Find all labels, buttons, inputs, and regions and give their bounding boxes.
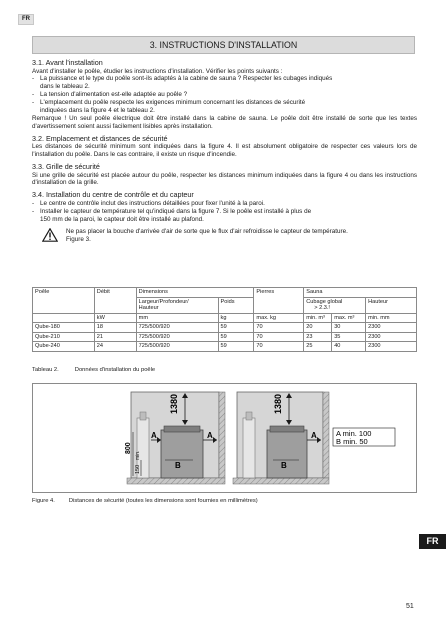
dim-label-1380-left: 1380: [169, 393, 179, 414]
dim-label-1380-right: 1380: [273, 393, 283, 414]
safety-rail-text: Si une grille de sécurité est placée autour du poêle, respecter les distances minimum indiquées dans la figure 4 ou dans les instructions d'installation de la grille.: [32, 171, 417, 187]
header-volume: Cubage global > 2.3.!: [304, 297, 366, 313]
header-sauna: Sauna: [304, 288, 417, 298]
heater-shape: [161, 426, 203, 478]
header-dimensions: Dimensions: [136, 288, 254, 298]
table-row: Qube-240 24 725/500/920 59 70 25 40 2300: [33, 342, 417, 352]
bullet-sensor: - Installer le capteur de température tel qu'indiqué dans la figure 7. Si le poêle est installé à plus de: [32, 207, 312, 215]
label-b-left: B: [175, 461, 181, 470]
remark-text: Remarque ! Un seul poêle électrique doit être installé dans la cabine de sauna. Le poêle doit être installé de sorte que les textes d'avertissement soient aussi facilement lisibles après installation.: [32, 114, 417, 130]
legend-b: B min. 50: [336, 437, 368, 446]
page-number: 51: [406, 603, 414, 610]
heading-3-2: 3.2. Emplacement et distances de sécurité: [32, 133, 168, 143]
heading-3-1: 3.1. Avant l'installation: [32, 58, 103, 67]
header-stones: Pierres: [254, 288, 304, 314]
table-row: Qube-210 21 725/500/920 59 70 23 35 2300: [33, 332, 417, 342]
warning-text: Ne pas placer la bouche d'arrivée d'air de sorte que le flux d'air refroidisse le capteur de température.: [66, 227, 348, 235]
bullet-location: - L'emplacement du poêle respecte les exigences minimum concernant les distances de sécurité: [32, 99, 306, 107]
heading-3-4: 3.4. Installation du centre de contrôle et du capteur: [32, 190, 194, 200]
table-header-row: [33, 288, 417, 298]
bullet-power-cont: dans le tableau 2.: [40, 83, 90, 91]
table-row: Qube-180 18 725/500/920 59 70 20 30 2300: [33, 323, 417, 333]
label-b-right: B: [281, 461, 287, 470]
bullet-location-cont: indiquées dans la figure 4 et le tableau 2.: [40, 107, 155, 115]
figure-caption-text: Distances de sécurité (toutes les dimensions sont fournies en millimètres): [68, 498, 258, 504]
bullet-sensor-cont: 150 mm de la paroi, le capteur doit être installé au plafond.: [40, 215, 204, 223]
section-3-4: [32, 191, 417, 223]
section-3-1: [32, 59, 417, 131]
header-weight: Poids: [218, 297, 254, 313]
safety-distance-diagram: [32, 383, 417, 493]
instructions-body: [32, 59, 417, 243]
bullet-power: - La puissance et le type du poêle sont-ils adaptés à la cabine de sauna ? Respecter les cubages indiqués: [32, 75, 333, 83]
section-3-3: [32, 163, 417, 187]
intro-text: Avant d'installer le poêle, étudier les instructions d'installation. Vérifier les points suivants :: [32, 67, 283, 75]
heater-shape: [267, 426, 307, 478]
warning-note: [32, 228, 417, 244]
distance-legend: [333, 428, 395, 446]
header-whd: Largeur/Profondeur/ Hauteur: [136, 297, 218, 313]
label-a-left-1: A: [151, 431, 157, 440]
label-a-left-2: A: [207, 431, 213, 440]
header-heater: Poêle: [33, 288, 95, 314]
table-caption: [32, 367, 171, 373]
dim-label-150: 150: [135, 464, 141, 474]
safety-distance-drawing: [33, 384, 416, 492]
figure-caption: [32, 498, 272, 504]
label-a-right: A: [311, 431, 317, 440]
header-output: Débit: [94, 288, 136, 314]
table-caption-label: Tableau 2.: [32, 367, 59, 373]
table-units-row: kW mm kg max. kg min. m³ max. m³ min. mm: [33, 313, 417, 323]
warning-triangle-icon: [42, 228, 58, 242]
language-tag: FR: [18, 14, 34, 25]
dim-label-800: 800: [125, 442, 132, 454]
legend-a: A min. 100: [336, 429, 372, 438]
header-height: Hauteur: [366, 297, 417, 313]
warning-figure-ref: Figure 3.: [66, 235, 91, 243]
safety-distance-text: Les distances de sécurité minimum sont indiquées dans la figure 4. Il est absolument obligatoire de respecter ces valeurs lors de l'installation du poêle. Dans le cas contraire, il existe un risque d'incendie.: [32, 143, 417, 159]
heading-3-3: 3.3. Grille de sécurité: [32, 162, 100, 172]
installation-data-table: [32, 287, 417, 352]
dim-label-min: min.: [135, 450, 141, 460]
language-side-tab: FR: [419, 534, 446, 549]
table-caption-text: Données d'installation du poêle: [74, 367, 156, 373]
section-title: 3. INSTRUCTIONS D'INSTALLATION: [32, 36, 415, 54]
bullet-control-unit: - Le centre de contrôle inclut des instructions détaillées pour fixer l'unité à la paroi.: [32, 199, 265, 207]
figure-caption-label: Figure 4.: [32, 498, 55, 504]
bullet-voltage: - La tension d'alimentation est-elle adaptée au poêle ?: [32, 91, 188, 99]
section-3-2: [32, 135, 417, 159]
